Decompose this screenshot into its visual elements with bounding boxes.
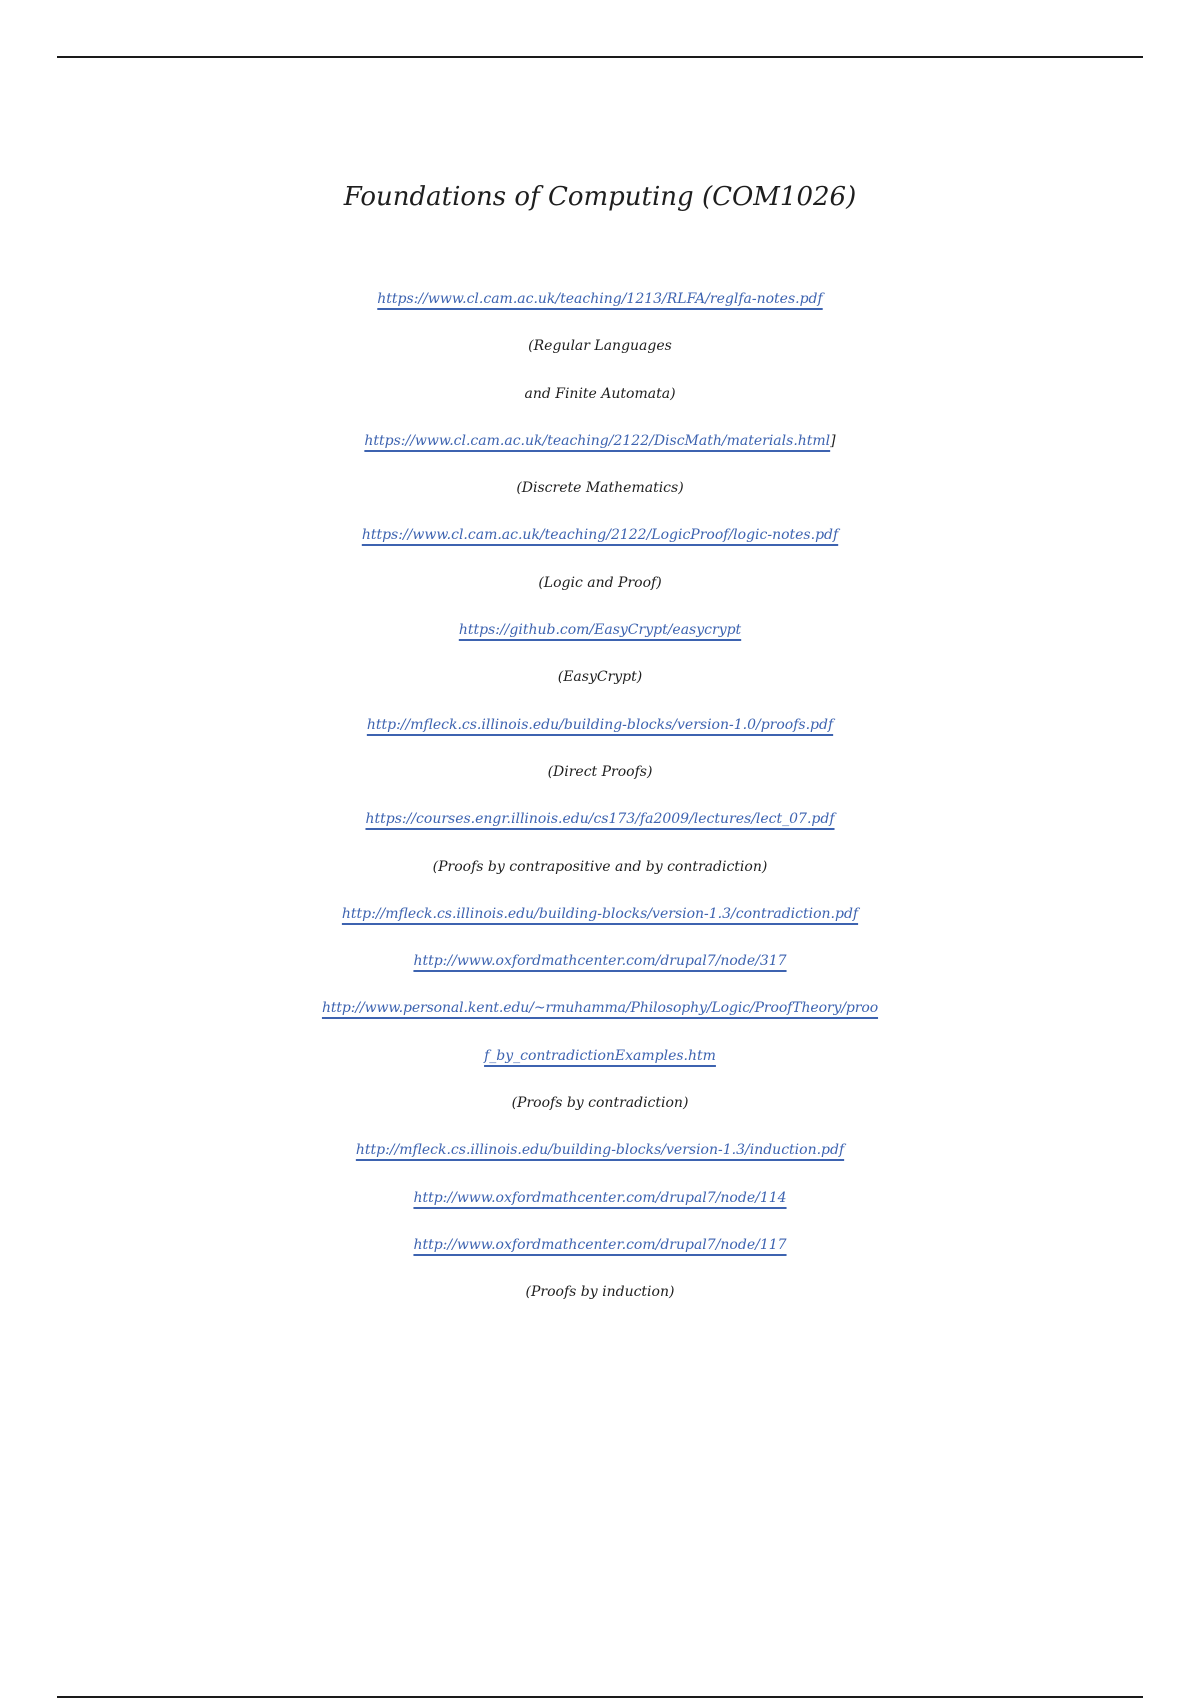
reference-line [0,371,1200,418]
reference-link[interactable]: http://www.oxfordmathcenter.com/drupal7/node/117 [413,1236,787,1253]
reference-list [0,276,1200,1317]
reference-link[interactable]: http://mfleck.cs.illinois.edu/building-blocks/version-1.3/contradiction.pdf [341,905,859,922]
reference-line [0,938,1200,985]
reference-link[interactable]: https://courses.engr.illinois.edu/cs173/fa2009/lectures/lect_07.pdf [365,811,835,828]
reference-line [0,796,1200,843]
reference-link[interactable]: http://mfleck.cs.illinois.edu/building-blocks/version-1.3/induction.pdf [355,1142,845,1159]
reference-link[interactable]: http://www.personal.kent.edu/~rmuhamma/Philosophy/Logic/ProofTheory/proo [321,1000,879,1017]
reference-caption: (Proofs by contradiction) [511,1095,689,1112]
reference-line [0,607,1200,654]
reference-line [0,1033,1200,1080]
reference-line [0,654,1200,701]
reference-line [0,891,1200,938]
reference-line [0,1269,1200,1316]
reference-link[interactable]: http://www.oxfordmathcenter.com/drupal7/node/317 [413,953,787,970]
reference-link[interactable]: https://github.com/EasyCrypt/easycrypt [458,622,742,639]
reference-link[interactable]: http://www.oxfordmathcenter.com/drupal7/node/114 [413,1189,787,1206]
reference-line [0,276,1200,323]
footer-rule [57,1696,1143,1698]
reference-line [0,985,1200,1032]
reference-line [0,1175,1200,1222]
reference-line [0,512,1200,559]
reference-line [0,323,1200,370]
reference-line [0,844,1200,891]
reference-caption: and Finite Automata) [524,385,676,402]
reference-link[interactable]: https://www.cl.cam.ac.uk/teaching/2122/LogicProof/logic-notes.pdf [361,527,839,544]
reference-link[interactable]: http://mfleck.cs.illinois.edu/building-blocks/version-1.0/proofs.pdf [366,716,834,733]
document-title: Foundations of Computing (COM1026) [343,182,857,212]
reference-line [0,418,1200,465]
header-rule [57,56,1143,58]
reference-line [0,1127,1200,1174]
reference-caption: (Proofs by induction) [525,1284,675,1301]
reference-line [0,1080,1200,1127]
closing-bracket: ] [830,432,836,449]
reference-line [0,1222,1200,1269]
reference-line [0,749,1200,796]
reference-caption: (Direct Proofs) [547,763,653,780]
reference-caption: (Discrete Mathematics) [516,480,684,497]
reference-caption: (Proofs by contrapositive and by contradiction) [432,858,768,875]
reference-link[interactable]: f_by_contradictionExamples.htm [484,1047,716,1064]
reference-link[interactable]: https://www.cl.cam.ac.uk/teaching/1213/RLFA/reglfa-notes.pdf [377,291,823,307]
reference-line [0,560,1200,607]
reference-line [0,702,1200,749]
reference-link[interactable]: https://www.cl.cam.ac.uk/teaching/2122/DiscMath/materials.html [364,432,831,449]
reference-line [0,465,1200,512]
reference-caption: (EasyCrypt) [557,669,643,686]
reference-caption: (Regular Languages [528,338,672,355]
reference-caption: (Logic and Proof) [538,574,662,591]
